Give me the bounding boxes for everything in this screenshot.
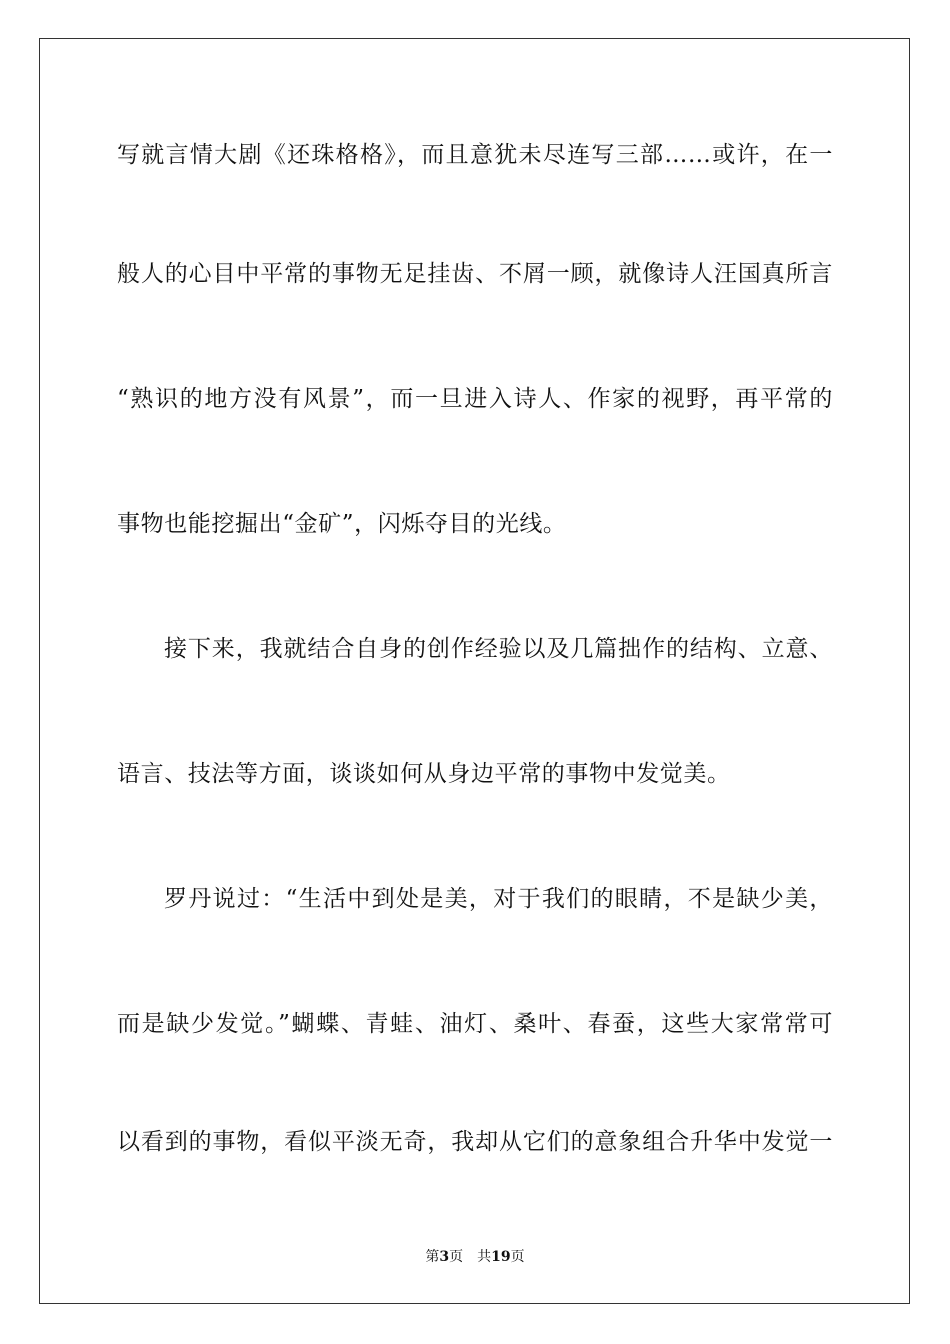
body-text-line: 而是缺少发觉。”蝴蝶、青蛙、油灯、桑叶、春蚕，这些大家常常可 <box>117 1011 833 1037</box>
body-text-line: 以看到的事物，看似平淡无奇，我却从它们的意象组合升华中发觉一 <box>117 1129 833 1155</box>
body-text-line: 语言、技法等方面，谈谈如何从身边平常的事物中发觉美。 <box>117 761 731 787</box>
total-suffix: 页 <box>510 1249 525 1265</box>
paragraph-first-line: 罗丹说过：“生活中到处是美，对于我们的眼睛，不是缺少美， <box>164 886 833 912</box>
body-text-line: 般人的心目中平常的事物无足挂齿、不屑一顾，就像诗人汪国真所言 <box>117 261 833 287</box>
body-text-line: 写就言情大剧《还珠格格》，而且意犹未尽连写三部……或许，在一 <box>117 142 833 168</box>
page-number: 3 <box>439 1249 450 1265</box>
body-text-line: 事物也能挖掘出“金矿”，闪烁夺目的光线。 <box>117 511 567 537</box>
page-border <box>39 38 910 1304</box>
page-prefix: 第 <box>425 1249 440 1265</box>
paragraph-first-line: 接下来，我就结合自身的创作经验以及几篇拙作的结构、立意、 <box>164 636 833 662</box>
total-prefix: 共 <box>477 1249 492 1265</box>
page-footer <box>0 1248 950 1266</box>
total-pages: 19 <box>491 1249 511 1265</box>
body-text-line: “熟识的地方没有风景”，而一旦进入诗人、作家的视野，再平常的 <box>117 386 833 412</box>
page-suffix: 页 <box>449 1249 464 1265</box>
